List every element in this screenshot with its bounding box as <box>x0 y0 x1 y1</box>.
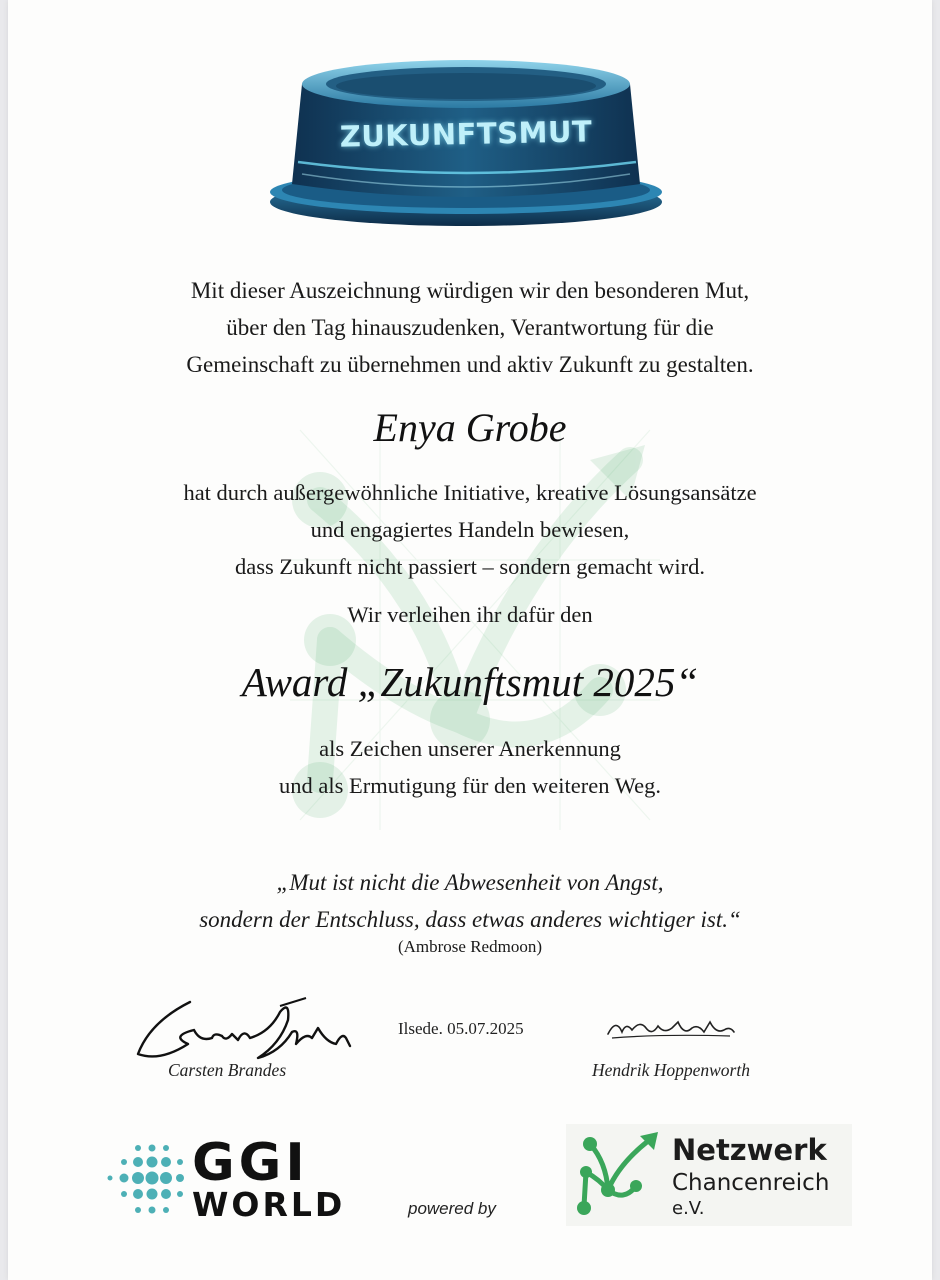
quote-line: sondern der Entschluss, dass etwas anderes wichtiger ist.“ <box>199 907 741 932</box>
zukunftsmut-pedestal-logo <box>258 54 674 228</box>
achievement-line: und engagiertes Handeln bewiesen, <box>310 517 630 542</box>
left-signatory-name: Carsten Brandes <box>168 1060 287 1080</box>
quote <box>0 864 940 938</box>
ggi-logo-line1: GGI <box>192 1133 309 1193</box>
confer-line: Wir verleihen ihr dafür den <box>347 602 593 627</box>
right-signature <box>602 1012 742 1046</box>
pedestal-label: ZUKUNFTSMUT <box>339 114 593 154</box>
nc-logo-line1: Netzwerk <box>672 1133 827 1167</box>
place-date: Ilsede. 05.07.2025 <box>398 1019 524 1038</box>
closing-paragraph <box>0 730 940 804</box>
nc-logo-line2: Chancenreich <box>672 1170 830 1196</box>
award-title: Award „Zukunftsmut 2025“ <box>241 659 699 705</box>
intro-line: über den Tag hinauszudenken, Verantwortung für die <box>226 315 714 340</box>
achievement-line: dass Zukunft nicht passiert – sondern gemacht wird. <box>235 554 705 579</box>
quote-author: (Ambrose Redmoon) <box>397 937 542 956</box>
network-arrow-icon <box>570 1128 666 1224</box>
quote-line: „Mut ist nicht die Abwesenheit von Angst, <box>276 870 664 895</box>
intro-line: Mit dieser Auszeichnung würdigen wir den besonderen Mut, <box>190 278 750 303</box>
recipient-name: Enya Grobe <box>373 405 567 450</box>
achievement-paragraph <box>0 474 940 585</box>
ggi-dots-icon <box>104 1140 186 1220</box>
closing-line: und als Ermutigung für den weiteren Weg. <box>278 773 662 798</box>
netzwerk-chancenreich-logo <box>566 1124 852 1226</box>
intro-paragraph <box>0 272 940 383</box>
intro-line: Gemeinschaft zu übernehmen und aktiv Zukunft zu gestalten. <box>186 352 754 377</box>
achievement-line: hat durch außergewöhnliche Initiative, kreative Lösungsansätze <box>183 480 757 505</box>
closing-line: als Zeichen unserer Anerkennung <box>319 736 621 761</box>
nc-logo-line3: e.V. <box>672 1198 705 1219</box>
powered-by-label: powered by <box>408 1199 496 1218</box>
right-signatory-name: Hendrik Hoppenworth <box>592 1060 750 1080</box>
ggi-logo-line2: WORLD <box>192 1185 346 1224</box>
